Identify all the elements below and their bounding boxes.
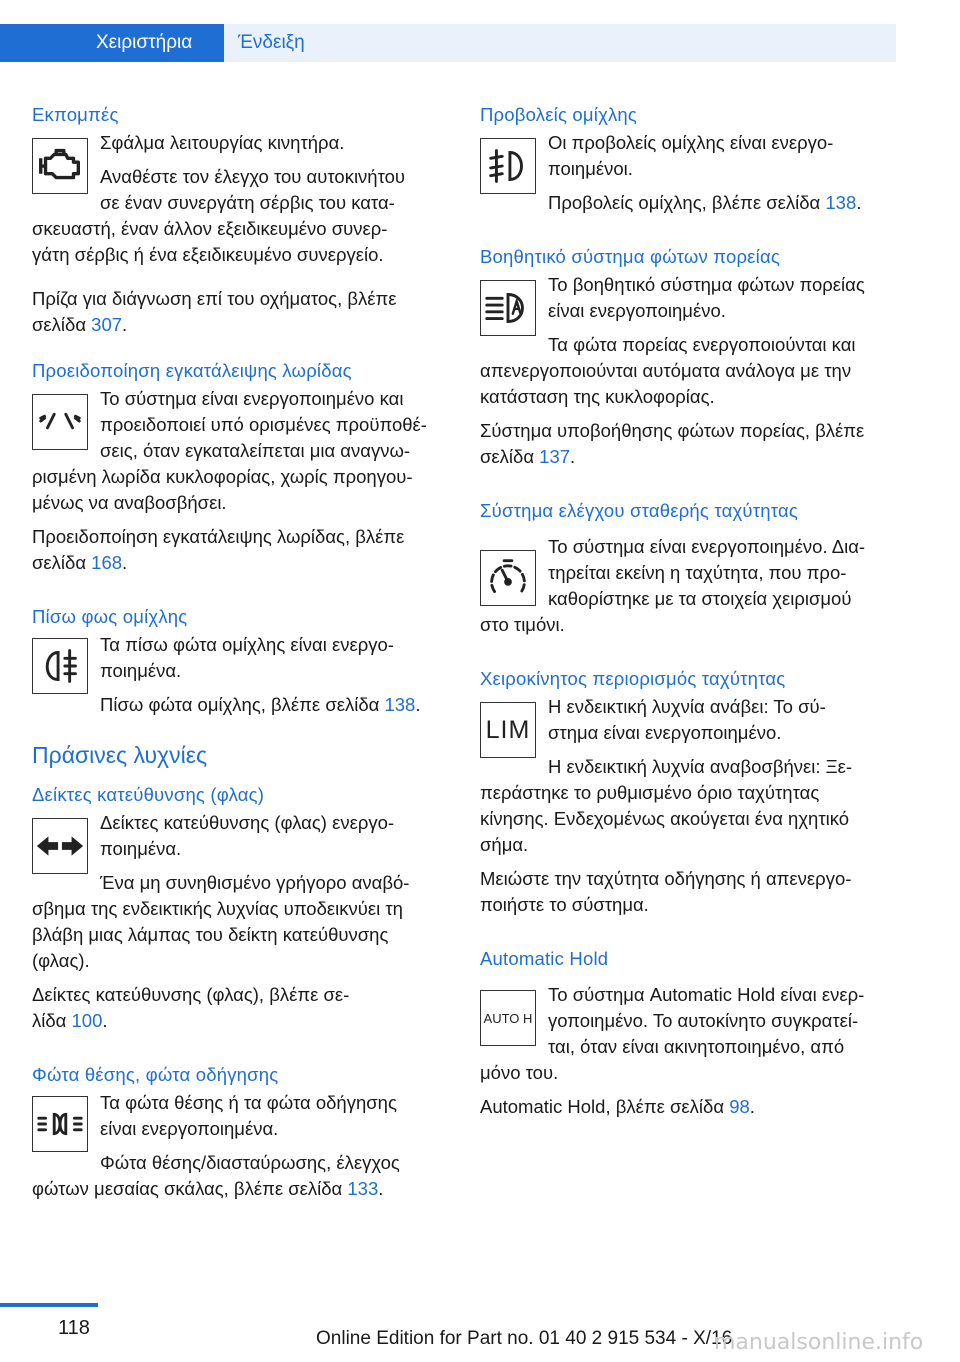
emissions-text-2c: σκευαστή, έναν άλλον εξειδικευμένο συνερ- (32, 218, 388, 239)
speed-limiter-icon-label: LIM (485, 715, 531, 744)
lane-text-4: ρισμένη λωρίδα κυκλοφορίας, χωρίς προηγου- (32, 466, 413, 487)
turn-text-1: Δείκτες κατεύθυνσης (φλας) ενεργο- (100, 812, 395, 833)
emissions-text-2a: Αναθέστε τον έλεγχο του αυτοκινήτου (100, 166, 406, 187)
emissions-ref-a: Πρίζα για διάγνωση επί του οχήματος, βλέπε (32, 288, 397, 309)
edition-note: Online Edition for Part no. 01 40 2 915 534 - X/16 (316, 1328, 733, 1349)
emissions-text-1: Σφάλμα λειτουργίας κινητήρα. (100, 132, 345, 153)
right-column (480, 100, 900, 1120)
hba-ref-end: . (570, 446, 576, 467)
autohold-heading: Automatic Hold (480, 948, 609, 969)
parking-ref-line (32, 1176, 452, 1202)
hba-ref-line (480, 444, 900, 470)
lane-ref-b: σελίδα (32, 552, 87, 573)
autohold-ref-line (480, 1094, 900, 1120)
hba-page-link[interactable]: 137 (539, 446, 571, 467)
parking-page-link[interactable]: 133 (347, 1178, 379, 1199)
hba-text-2: είναι ενεργοποιημένο. (548, 300, 726, 321)
parking-entry (32, 1090, 452, 1202)
emissions-heading: Εκπομπές (32, 104, 119, 125)
engine-icon (32, 138, 88, 194)
lane-text-1: Το σύστημα είναι ενεργοποιημένο και (100, 388, 404, 409)
page-header (0, 0, 960, 62)
emissions-text-2b: σε έναν συνεργάτη σέρβις του κατα- (100, 192, 395, 213)
turn-ref-a: Δείκτες κατεύθυνσης (φλας), βλέπε σε- (32, 984, 350, 1005)
autohold-text-4: μόνο του. (480, 1062, 559, 1083)
parking-ref-a: Φώτα θέσης/διασταύρωσης, έλεγχος (100, 1152, 400, 1173)
limiter-heading: Χειροκίνητος περιορισμός ταχύτητας (480, 668, 786, 689)
hba-text-1: Το βοηθητικό σύστημα φώτων πορείας (548, 274, 865, 295)
turn-entry (32, 810, 452, 1034)
hba-text-4: απενεργοποιούνται αυτόματα ανάλογα με την (480, 360, 852, 381)
parking-ref-b: φώτων μεσαίας σκάλας, βλέπε σελίδα (32, 1178, 343, 1199)
emissions-ref-line (32, 312, 452, 338)
green-lamps-heading: Πράσινες λυχνίες (32, 742, 208, 768)
watermark: manualsonline.info (714, 1330, 924, 1355)
turn-signal-icon (32, 818, 88, 874)
cruise-heading: Σύστημα ελέγχου σταθερής ταχύτητας (480, 500, 799, 521)
cruise-text-4: στο τιμόνι. (480, 614, 565, 635)
lane-text-3: σεις, όταν εγκαταλείπεται μια αναγνω- (100, 440, 411, 461)
front-fog-ref-a: Προβολείς ομίχλης, βλέπε σελίδα (548, 192, 821, 213)
limiter-text-5: κίνησης. Ενδεχομένως ακούγεται ένα ηχητικό (480, 808, 850, 829)
lane-text-5: μένως να αναβοσβήσει. (32, 492, 227, 513)
emissions-ref-end: . (122, 314, 128, 335)
autohold-ref-a: Automatic Hold, βλέπε σελίδα (480, 1096, 725, 1117)
tab-display-label: Ένδειξη (238, 32, 305, 53)
front-fog-ref-end: . (856, 192, 862, 213)
footer-rule (0, 1303, 98, 1307)
rear-fog-ref-end: . (415, 694, 421, 715)
front-fog-heading: Προβολείς ομίχλης (480, 104, 638, 125)
auto-hold-icon-label: AUTO H (483, 1010, 533, 1026)
limiter-text-6: σήμα. (480, 834, 529, 855)
turn-heading: Δείκτες κατεύθυνσης (φλας) (32, 784, 265, 805)
rear-fog-entry (32, 632, 452, 718)
rear-fog-text-1: Τα πίσω φώτα ομίχλης είναι ενεργο- (100, 634, 394, 655)
autohold-text-2: γοποιημένο. Το αυτοκίνητο συγκρατεί- (548, 1010, 859, 1031)
lane-entry (32, 386, 452, 576)
limiter-text-2: στημα είναι ενεργοποιημένο. (548, 722, 782, 743)
hba-ref-a: Σύστημα υποβοήθησης φώτων πορείας, βλέπε (480, 420, 865, 441)
cruise-entry (480, 534, 900, 638)
high-beam-assist-icon (480, 280, 536, 336)
lane-page-link[interactable]: 168 (91, 552, 123, 573)
emissions-ref-b: σελίδα (32, 314, 87, 335)
hba-text-3: Τα φώτα πορείας ενεργοποιούνται και (548, 334, 856, 355)
parking-light-icon (32, 1096, 88, 1152)
turn-ref-line (32, 1008, 452, 1034)
lane-heading: Προειδοποίηση εγκατάλειψης λωρίδας (32, 360, 352, 381)
turn-ref-end: . (102, 1010, 108, 1031)
auto-hold-icon (480, 990, 536, 1046)
hba-heading: Βοηθητικό σύστημα φώτων πορείας (480, 246, 780, 267)
turn-text-4: σβημα της ενδεικτικής λυχνίας υποδεικνύει τη (32, 898, 403, 919)
lane-departure-icon (32, 394, 88, 450)
rear-fog-page-link[interactable]: 138 (384, 694, 416, 715)
lane-text-2: προειδοποιεί υπό ορισμένες προϋποθέ- (100, 414, 427, 435)
front-fog-entry (480, 130, 900, 216)
emissions-text-2d: γάτη σέρβις ή ένα εξειδικευμένο συνεργείο. (32, 244, 384, 265)
turn-text-6: (φλας). (32, 950, 90, 971)
tab-controls[interactable] (0, 24, 224, 62)
lane-ref-line (32, 550, 452, 576)
emissions-entry (32, 130, 452, 338)
cruise-text-3: καθορίστηκε με τα στοιχεία χειρισμού (548, 588, 852, 609)
front-fog-text-1: Οι προβολείς ομίχλης είναι ενεργο- (548, 132, 834, 153)
parking-text-2: είναι ενεργοποιημένα. (100, 1118, 279, 1139)
parking-heading: Φώτα θέσης, φώτα οδήγησης (32, 1064, 279, 1085)
turn-text-5: βλάβη μιας λάμπας του δείκτη κατεύθυνσης (32, 924, 389, 945)
lane-ref-a: Προειδοποίηση εγκατάλειψης λωρίδας, βλέπε (32, 526, 405, 547)
rear-fog-ref-line (32, 692, 452, 718)
rear-fog-text-2: ποιημένα. (100, 660, 182, 681)
cruise-control-icon (480, 550, 536, 606)
parking-text-1: Τα φώτα θέσης ή τα φώτα οδήγησης (100, 1092, 397, 1113)
limiter-entry (480, 694, 900, 918)
limiter-text-7: Μειώστε την ταχύτητα οδήγησης ή απενεργο- (480, 868, 852, 889)
parking-ref-end: . (378, 1178, 384, 1199)
autohold-entry (480, 982, 900, 1120)
limiter-text-8: ποιήστε το σύστημα. (480, 894, 649, 915)
autohold-ref-end: . (749, 1096, 755, 1117)
cruise-text-1: Το σύστημα είναι ενεργοποιημένο. Δια- (548, 536, 866, 557)
tab-display[interactable] (224, 24, 896, 62)
limiter-text-4: περάστηκε το ρυθμισμένο όριο ταχύτητας (480, 782, 820, 803)
turn-page-link[interactable]: 100 (71, 1010, 103, 1031)
turn-text-2: ποιημένα. (100, 838, 182, 859)
hba-text-5: κατάσταση της κυκλοφορίας. (480, 386, 715, 407)
autohold-page-link[interactable]: 98 (729, 1096, 750, 1117)
autohold-text-1: Το σύστημα Automatic Hold είναι ενερ- (548, 984, 865, 1005)
autohold-text-3: ται, όταν είναι ακινητοποιημένο, από (548, 1036, 845, 1057)
front-fog-icon (480, 138, 536, 194)
rear-fog-ref-a: Πίσω φώτα ομίχλης, βλέπε σελίδα (100, 694, 380, 715)
front-fog-page-link[interactable]: 138 (825, 192, 857, 213)
hba-ref-b: σελίδα (480, 446, 535, 467)
rear-fog-heading: Πίσω φως ομίχλης (32, 606, 188, 627)
limiter-text-3: Η ενδεικτική λυχνία αναβοσβήνει: Ξε- (548, 756, 853, 777)
turn-ref-b: λίδα (32, 1010, 67, 1031)
speed-limiter-icon (480, 702, 536, 758)
rear-fog-icon (32, 638, 88, 694)
lane-ref-end: . (122, 552, 128, 573)
front-fog-text-2: ποιημένοι. (548, 158, 633, 179)
cruise-text-2: τηρείται εκείνη η ταχύτητα, που προ- (548, 562, 847, 583)
hba-entry (480, 272, 900, 470)
left-column (32, 100, 452, 1202)
emissions-page-link[interactable]: 307 (91, 314, 123, 335)
front-fog-ref-line (480, 190, 900, 216)
tab-controls-label: Χειριστήρια (96, 32, 193, 53)
limiter-text-1: Η ενδεικτική λυχνία ανάβει: Το σύ- (548, 696, 826, 717)
page-number: 118 (58, 1317, 90, 1339)
turn-text-3: Ένα μη συνηθισμένο γρήγορο αναβό- (100, 872, 410, 893)
